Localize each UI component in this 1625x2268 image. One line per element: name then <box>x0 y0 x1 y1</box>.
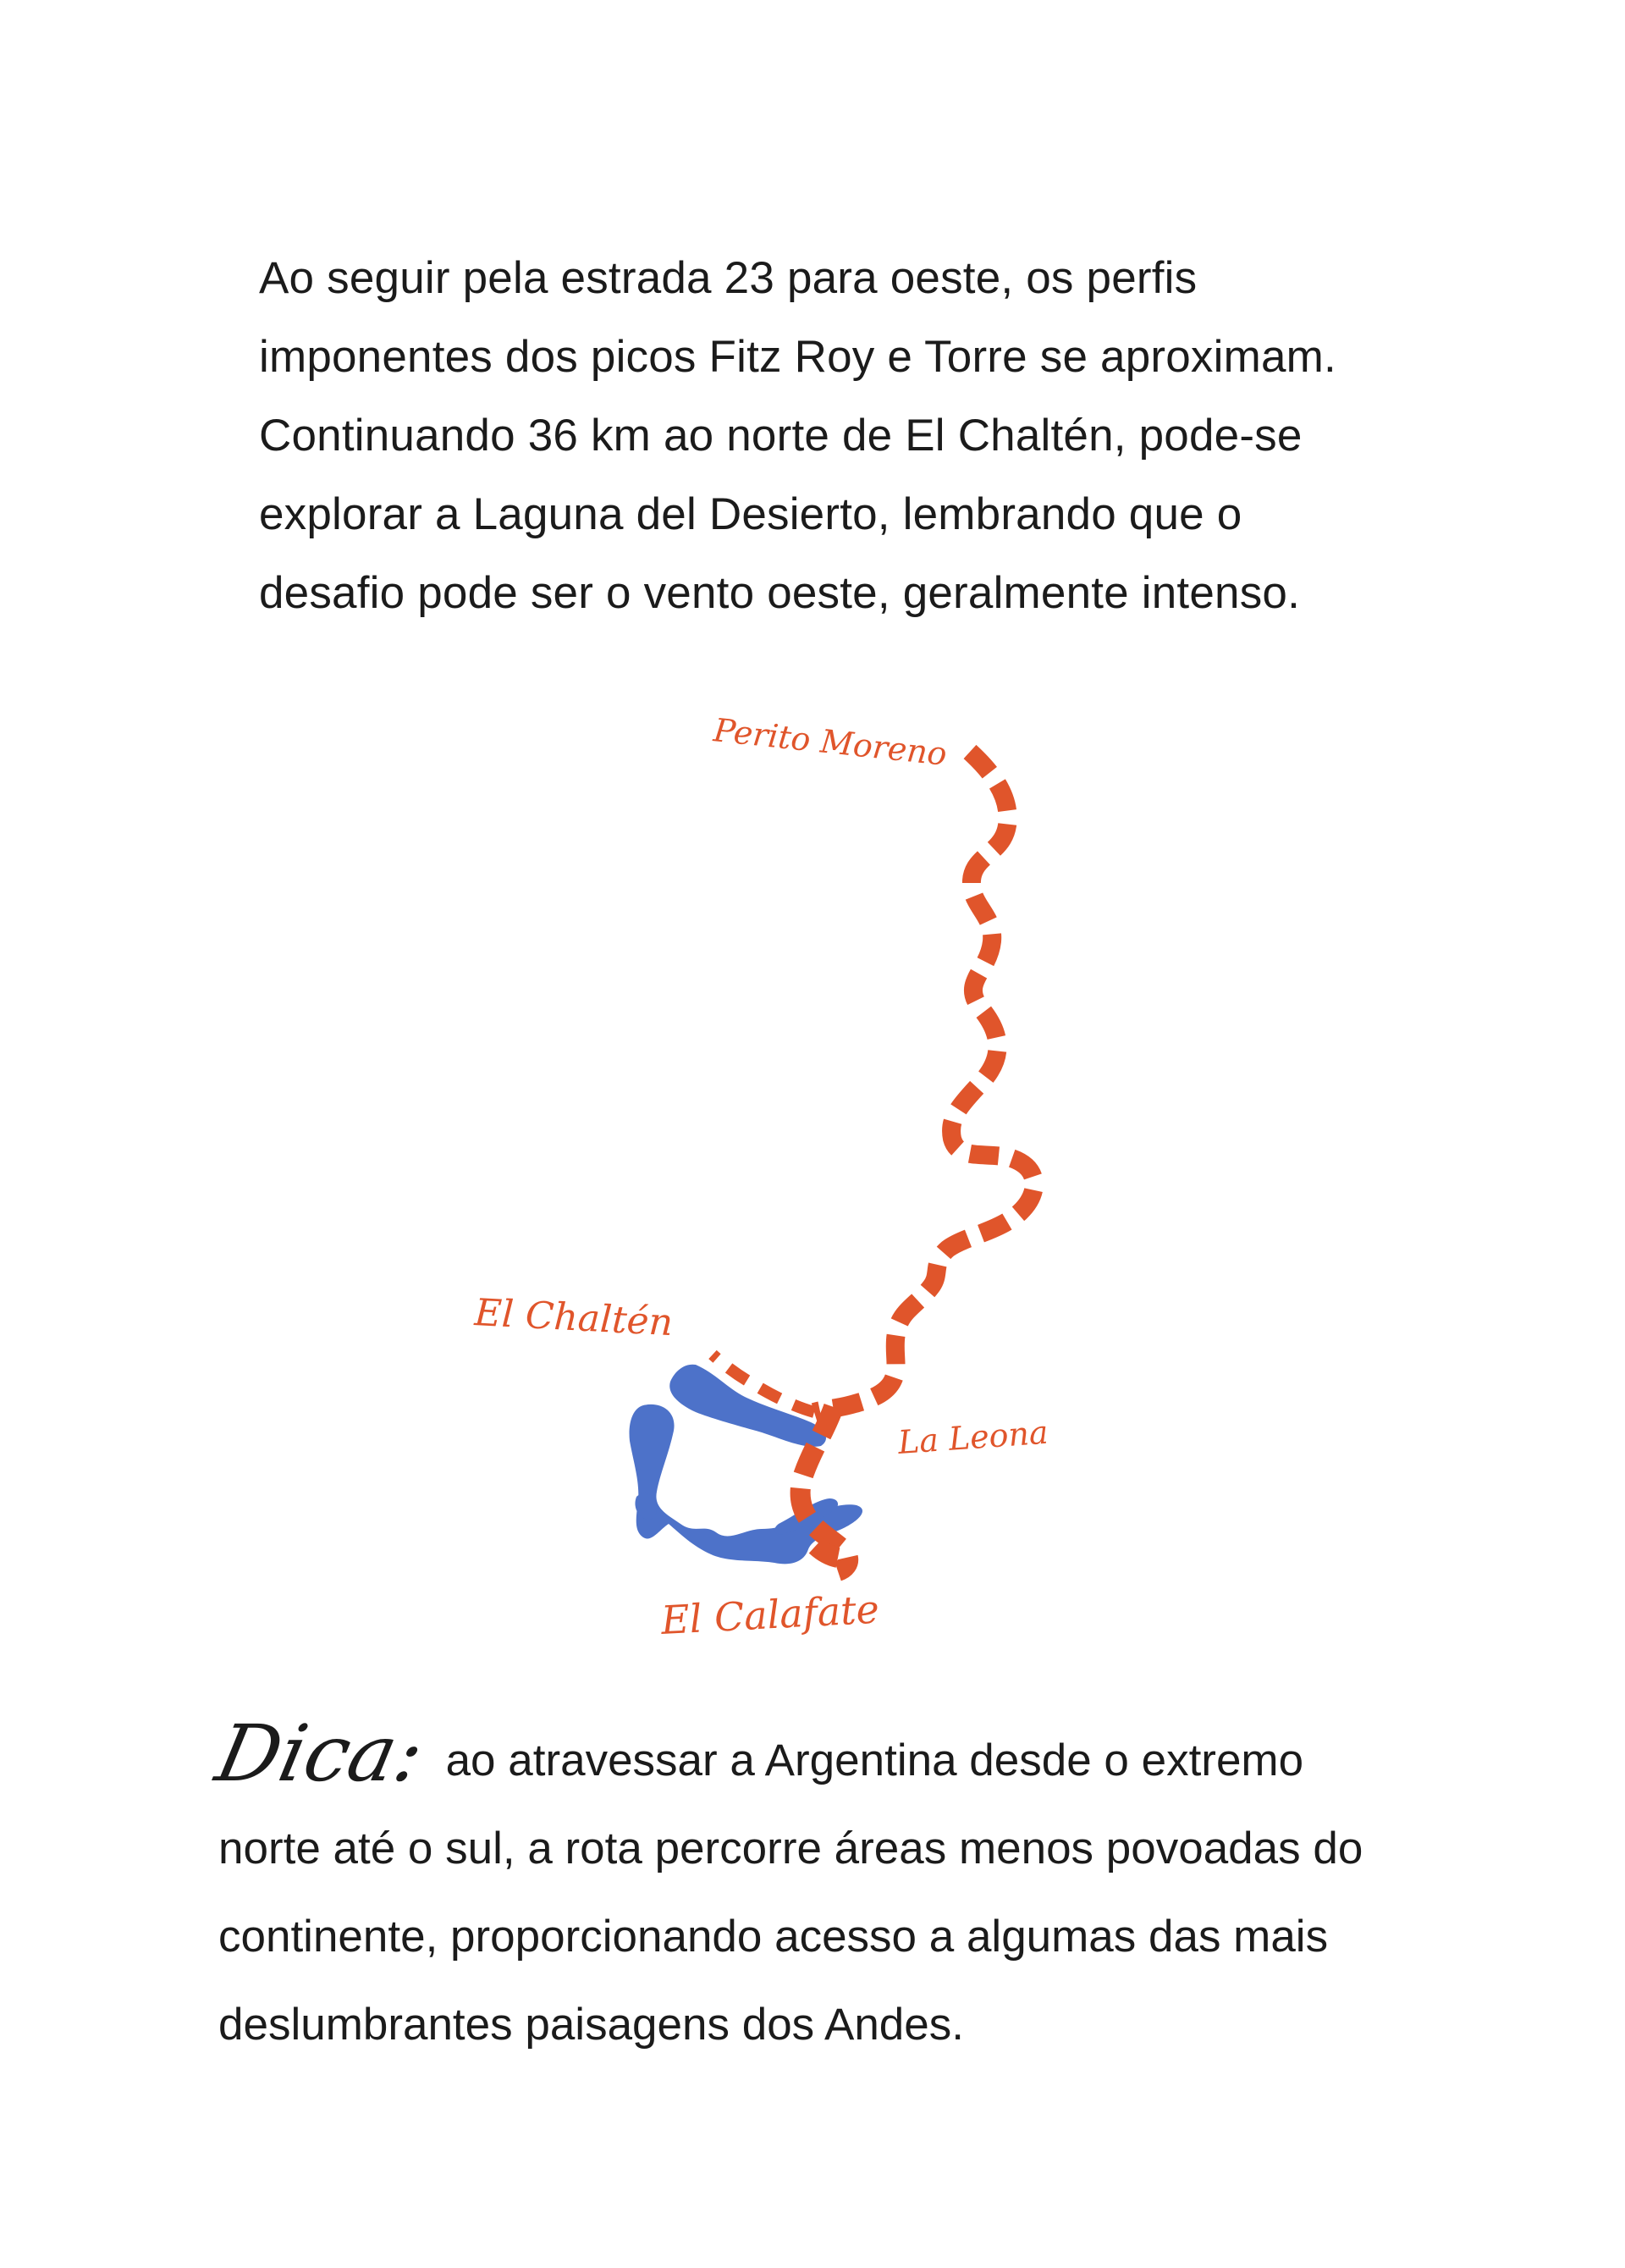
intro-line: Ao seguir pela estrada 23 para oeste, os perfis <box>259 253 1198 303</box>
intro-line: Continuando 36 km ao norte de El Chaltén, pode-se <box>259 411 1303 461</box>
intro-line: desafio pode ser o vento oeste, geralmente intenso. <box>259 568 1301 618</box>
tip-label: Dica: <box>208 1708 432 1799</box>
tip-line: deslumbrantes paisagens dos Andes. <box>218 2000 964 2050</box>
tip-first-line <box>208 1708 1488 1805</box>
label-el-chalten: El Chaltén <box>473 1291 675 1345</box>
label-la-leona: La Leona <box>896 1413 1049 1461</box>
label-perito-moreno: Perito Moreno <box>712 711 949 773</box>
intro-line: imponentes dos picos Fitz Roy e Torre se aproximam. <box>259 332 1336 382</box>
label-el-calafate: El Calafate <box>659 1586 881 1643</box>
tip-line: norte até o sul, a rota percorre áreas menos povoadas do <box>218 1824 1363 1873</box>
intro-line: explorar a Laguna del Desierto, lembrando que o <box>259 489 1242 539</box>
tip-line: continente, proporcionando acesso a algumas das mais <box>218 1912 1329 1962</box>
tip-paragraph <box>208 1708 1488 2069</box>
tip-line: ao atravessar a Argentina desde o extremo <box>445 1735 1304 1785</box>
